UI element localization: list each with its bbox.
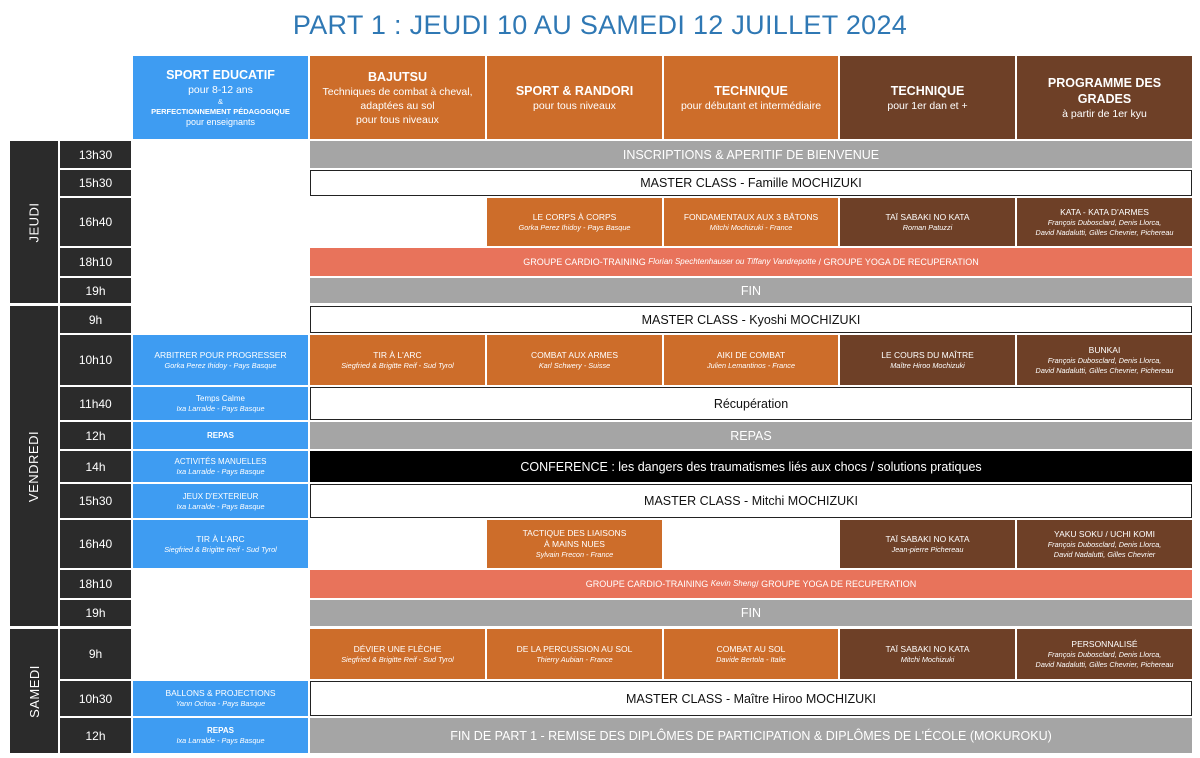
- header-title: TECHNIQUE: [714, 83, 788, 98]
- header-line: adaptées au sol: [360, 99, 435, 112]
- samedi-tai-sabaki: [840, 629, 1015, 679]
- header-sport-randori: [487, 56, 662, 139]
- activity-instructor: Jean-pierre Pichereau: [891, 544, 964, 554]
- jeudi-tai-sabaki: [840, 198, 1015, 246]
- activity-instructor: Gorka Perez Ihidoy - Pays Basque: [518, 222, 631, 232]
- header-line: Techniques de combat à cheval,: [322, 85, 473, 98]
- activity-instructor: David Nadalutti, Gilles Chevrier: [1053, 549, 1156, 559]
- vendredi-combat-armes: [487, 335, 662, 385]
- vendredi-masterclass-kyoshi: MASTER CLASS - Kyoshi MOCHIZUKI: [310, 306, 1192, 333]
- time-cell: 13h30: [60, 141, 131, 168]
- time-cell: 11h40: [60, 387, 131, 420]
- time-cell: 16h40: [60, 198, 131, 246]
- activity-title: ACTIVITÉS MANUELLES: [174, 457, 267, 466]
- samedi-combat-sol: [664, 629, 838, 679]
- activity-instructor: Gorka Perez Ihidoy - Pays Basque: [164, 360, 277, 370]
- activity-instructor: Julien Lemantinos - France: [706, 360, 795, 370]
- header-technique-dan: [840, 56, 1015, 139]
- activity-instructor: Ixa Larralde - Pays Basque: [176, 467, 265, 476]
- cardio-label: GROUPE CARDIO-TRAINING: [585, 579, 709, 589]
- vendredi-bunkai: [1017, 335, 1192, 385]
- samedi-personnalise: [1017, 629, 1192, 679]
- jeudi-corps-a-corps: [487, 198, 662, 246]
- samedi-fin-part: FIN DE PART 1 - REMISE DES DIPLÔMES DE PARTICIPATION & DIPLÔMES DE L'ÉCOLE (MOKUROKU): [310, 718, 1192, 753]
- time-cell: 18h10: [60, 248, 131, 276]
- header-line: pour 1er dan et +: [887, 99, 968, 112]
- vendredi-repas-kids: [133, 422, 308, 449]
- activity-instructor: David Nadalutti, Gilles Chevrier, Pichereau: [1035, 659, 1174, 669]
- activity-instructor: Ixa Larralde - Pays Basque: [176, 404, 265, 413]
- vendredi-yaku-soku: [1017, 520, 1192, 568]
- header-line: pour enseignants: [185, 117, 256, 127]
- activity-instructor: Maître Hiroo Mochizuki: [890, 360, 965, 370]
- activity-instructor: Siegfried & Brigitte Reif - Sud Tyrol: [341, 654, 454, 664]
- vendredi-conference: CONFERENCE : les dangers des traumatismes liés aux chocs / solutions pratiques: [310, 451, 1192, 482]
- samedi-repas-kids: [133, 718, 308, 753]
- activity-title: DÉVIER UNE FLÈCHE: [353, 643, 442, 654]
- vendredi-recuperation: Récupération: [310, 387, 1192, 420]
- activity-title: BALLONS & PROJECTIONS: [165, 688, 276, 698]
- time-cell: 10h10: [60, 335, 131, 385]
- activity-instructor: Siegfried & Brigitte Reif - Sud Tyrol: [164, 544, 277, 554]
- activity-instructor: Mitchi Mochizuki - France: [709, 222, 793, 232]
- activity-instructor: François Dubosclard, Denis Llorca,: [1047, 217, 1162, 227]
- activity-instructor: David Nadalutti, Gilles Chevrier, Pichereau: [1035, 365, 1174, 375]
- vendredi-masterclass-mitchi: MASTER CLASS - Mitchi MOCHIZUKI: [310, 484, 1192, 518]
- activity-instructor: David Nadalutti, Gilles Chevrier, Pichereau: [1035, 227, 1174, 237]
- header-line: pour débutant et intermédiaire: [680, 99, 822, 112]
- samedi-percussion-sol: [487, 629, 662, 679]
- jeudi-kata: [1017, 198, 1192, 246]
- header-title: TECHNIQUE: [890, 83, 965, 98]
- header-title: PROGRAMME DES: [1047, 75, 1162, 90]
- activity-title: TAÏ SABAKI NO KATA: [885, 211, 970, 222]
- vendredi-tir-arc: [310, 335, 485, 385]
- cardio-label: GROUPE CARDIO-TRAINING: [523, 257, 646, 267]
- activity-instructor: Karl Schwery - Suisse: [538, 360, 611, 370]
- cardio-instructor: Kevin Sheng: [710, 579, 757, 588]
- samedi-ballons: [133, 681, 308, 716]
- time-cell: 18h10: [60, 570, 131, 598]
- activity-title: COMBAT AU SOL: [716, 643, 786, 654]
- activity-instructor: François Dubosclard, Denis Llorca,: [1047, 649, 1162, 659]
- header-technique-debutant: [664, 56, 838, 139]
- activity-title: TACTIQUE DES LIAISONS: [522, 528, 627, 538]
- activity-title: ARBITRER POUR PROGRESSER: [154, 349, 287, 360]
- page-title: PART 1 : JEUDI 10 AU SAMEDI 12 JUILLET 2024: [292, 10, 908, 40]
- activity-title: TIR À L'ARC: [373, 349, 422, 360]
- activity-instructor: Roman Patuzzi: [902, 222, 953, 232]
- vendredi-arbitrer: [133, 335, 308, 385]
- activity-instructor: Ixa Larralde - Pays Basque: [176, 501, 265, 511]
- activity-title: Temps Calme: [196, 394, 245, 403]
- activity-instructor: Mitchi Mochizuki: [900, 654, 955, 664]
- activity-title: KATA - KATA D'ARMES: [1060, 206, 1149, 217]
- day-label-samedi: SAMEDI: [10, 629, 58, 753]
- vendredi-aiki: [664, 335, 838, 385]
- header-line: PERFECTIONNEMENT PÉDAGOGIQUE: [151, 107, 290, 116]
- header-title: SPORT EDUCATIF: [166, 68, 275, 82]
- vendredi-tai-sabaki: [840, 520, 1015, 568]
- activity-title: PERSONNALISÉ: [1071, 638, 1138, 649]
- activity-title: DE LA PERCUSSION AU SOL: [516, 643, 633, 654]
- header-line: à partir de 1er kyu: [1062, 107, 1147, 120]
- header-sport-educatif: [133, 56, 308, 139]
- jeudi-fondamentaux-batons: [664, 198, 838, 246]
- activity-title: JEUX D'EXTERIEUR: [182, 491, 259, 501]
- activity-instructor: Siegfried & Brigitte Reif - Sud Tyrol: [341, 360, 454, 370]
- jeudi-inscriptions: INSCRIPTIONS & APERITIF DE BIENVENUE: [310, 141, 1192, 168]
- day-label-vendredi: VENDREDI: [10, 306, 58, 626]
- time-cell: 12h: [60, 718, 131, 753]
- yoga-label: / GROUPE YOGA DE RECUPERATION: [756, 579, 917, 589]
- activity-title: TAÏ SABAKI NO KATA: [885, 533, 970, 544]
- activity-instructor: Sylvain Frecon - France: [535, 550, 614, 559]
- time-cell: 9h: [60, 629, 131, 679]
- jeudi-fin: FIN: [310, 278, 1192, 303]
- header-line: pour 8-12 ans: [188, 84, 253, 96]
- activity-instructor: Yann Ochoa - Pays Basque: [175, 699, 266, 708]
- activity-instructor: Davide Bertola - Italie: [716, 654, 786, 664]
- time-cell: 14h: [60, 451, 131, 482]
- yoga-label: / GROUPE YOGA DE RECUPERATION: [818, 257, 979, 267]
- jeudi-cardio: [310, 248, 1192, 276]
- activity-title: TAÏ SABAKI NO KATA: [885, 643, 970, 654]
- samedi-masterclass: MASTER CLASS - Maître Hiroo MOCHIZUKI: [310, 681, 1192, 716]
- jeudi-masterclass: MASTER CLASS - Famille MOCHIZUKI: [310, 170, 1192, 196]
- activity-title: LE COURS DU MAÎTRE: [881, 349, 974, 360]
- header-title: BAJUTSU: [367, 69, 428, 84]
- activity-title: À MAINS NUES: [544, 539, 605, 549]
- vendredi-jeux-exterieur: [133, 484, 308, 518]
- activity-title: AIKI DE COMBAT: [716, 349, 786, 360]
- vendredi-tir-arc-kids: [133, 520, 308, 568]
- time-cell: 10h30: [60, 681, 131, 716]
- vendredi-repas: REPAS: [310, 422, 1192, 449]
- header-bajutsu: [310, 56, 485, 139]
- activity-instructor: François Dubosclard, Denis Llorca,: [1047, 539, 1162, 549]
- activity-instructor: Ixa Larralde - Pays Basque: [176, 736, 265, 745]
- vendredi-fin: FIN: [310, 600, 1192, 626]
- activity-title: REPAS: [207, 431, 234, 440]
- activity-instructor: Thierry Aubian - France: [536, 654, 613, 664]
- activity-title: TIR À L'ARC: [196, 533, 245, 544]
- cardio-instructor: Florian Spechtenhauser ou Tiffany Vandrepotte: [648, 257, 817, 266]
- header-line: pour tous niveaux: [533, 99, 616, 112]
- vendredi-temps-calme: [133, 387, 308, 420]
- vendredi-tactique-liaisons: [487, 520, 662, 568]
- activity-instructor: François Dubosclard, Denis Llorca,: [1047, 355, 1162, 365]
- time-cell: 15h30: [60, 484, 131, 518]
- vendredi-activites-manuelles: [133, 451, 308, 482]
- time-cell: 15h30: [60, 170, 131, 196]
- activity-title: LE CORPS À CORPS: [532, 211, 617, 222]
- header-amp: &: [217, 97, 223, 106]
- day-label-jeudi: JEUDI: [10, 141, 58, 303]
- time-cell: 9h: [60, 306, 131, 333]
- samedi-devier-fleche: [310, 629, 485, 679]
- activity-title: FONDAMENTAUX AUX 3 BÂTONS: [683, 211, 819, 222]
- time-cell: 19h: [60, 600, 131, 626]
- vendredi-cours-maitre: [840, 335, 1015, 385]
- time-cell: 12h: [60, 422, 131, 449]
- vendredi-cardio: [310, 570, 1192, 598]
- activity-title: COMBAT AUX ARMES: [530, 349, 619, 360]
- header-line: pour tous niveaux: [356, 113, 439, 126]
- activity-title: BUNKAI: [1088, 344, 1121, 355]
- activity-title: YAKU SOKU / UCHI KOMI: [1054, 528, 1155, 539]
- header-title: GRADES: [1077, 91, 1132, 106]
- time-cell: 19h: [60, 278, 131, 303]
- time-cell: 16h40: [60, 520, 131, 568]
- activity-title: REPAS: [207, 726, 234, 735]
- header-grades: [1017, 56, 1192, 139]
- header-title: SPORT & RANDORI: [515, 83, 634, 98]
